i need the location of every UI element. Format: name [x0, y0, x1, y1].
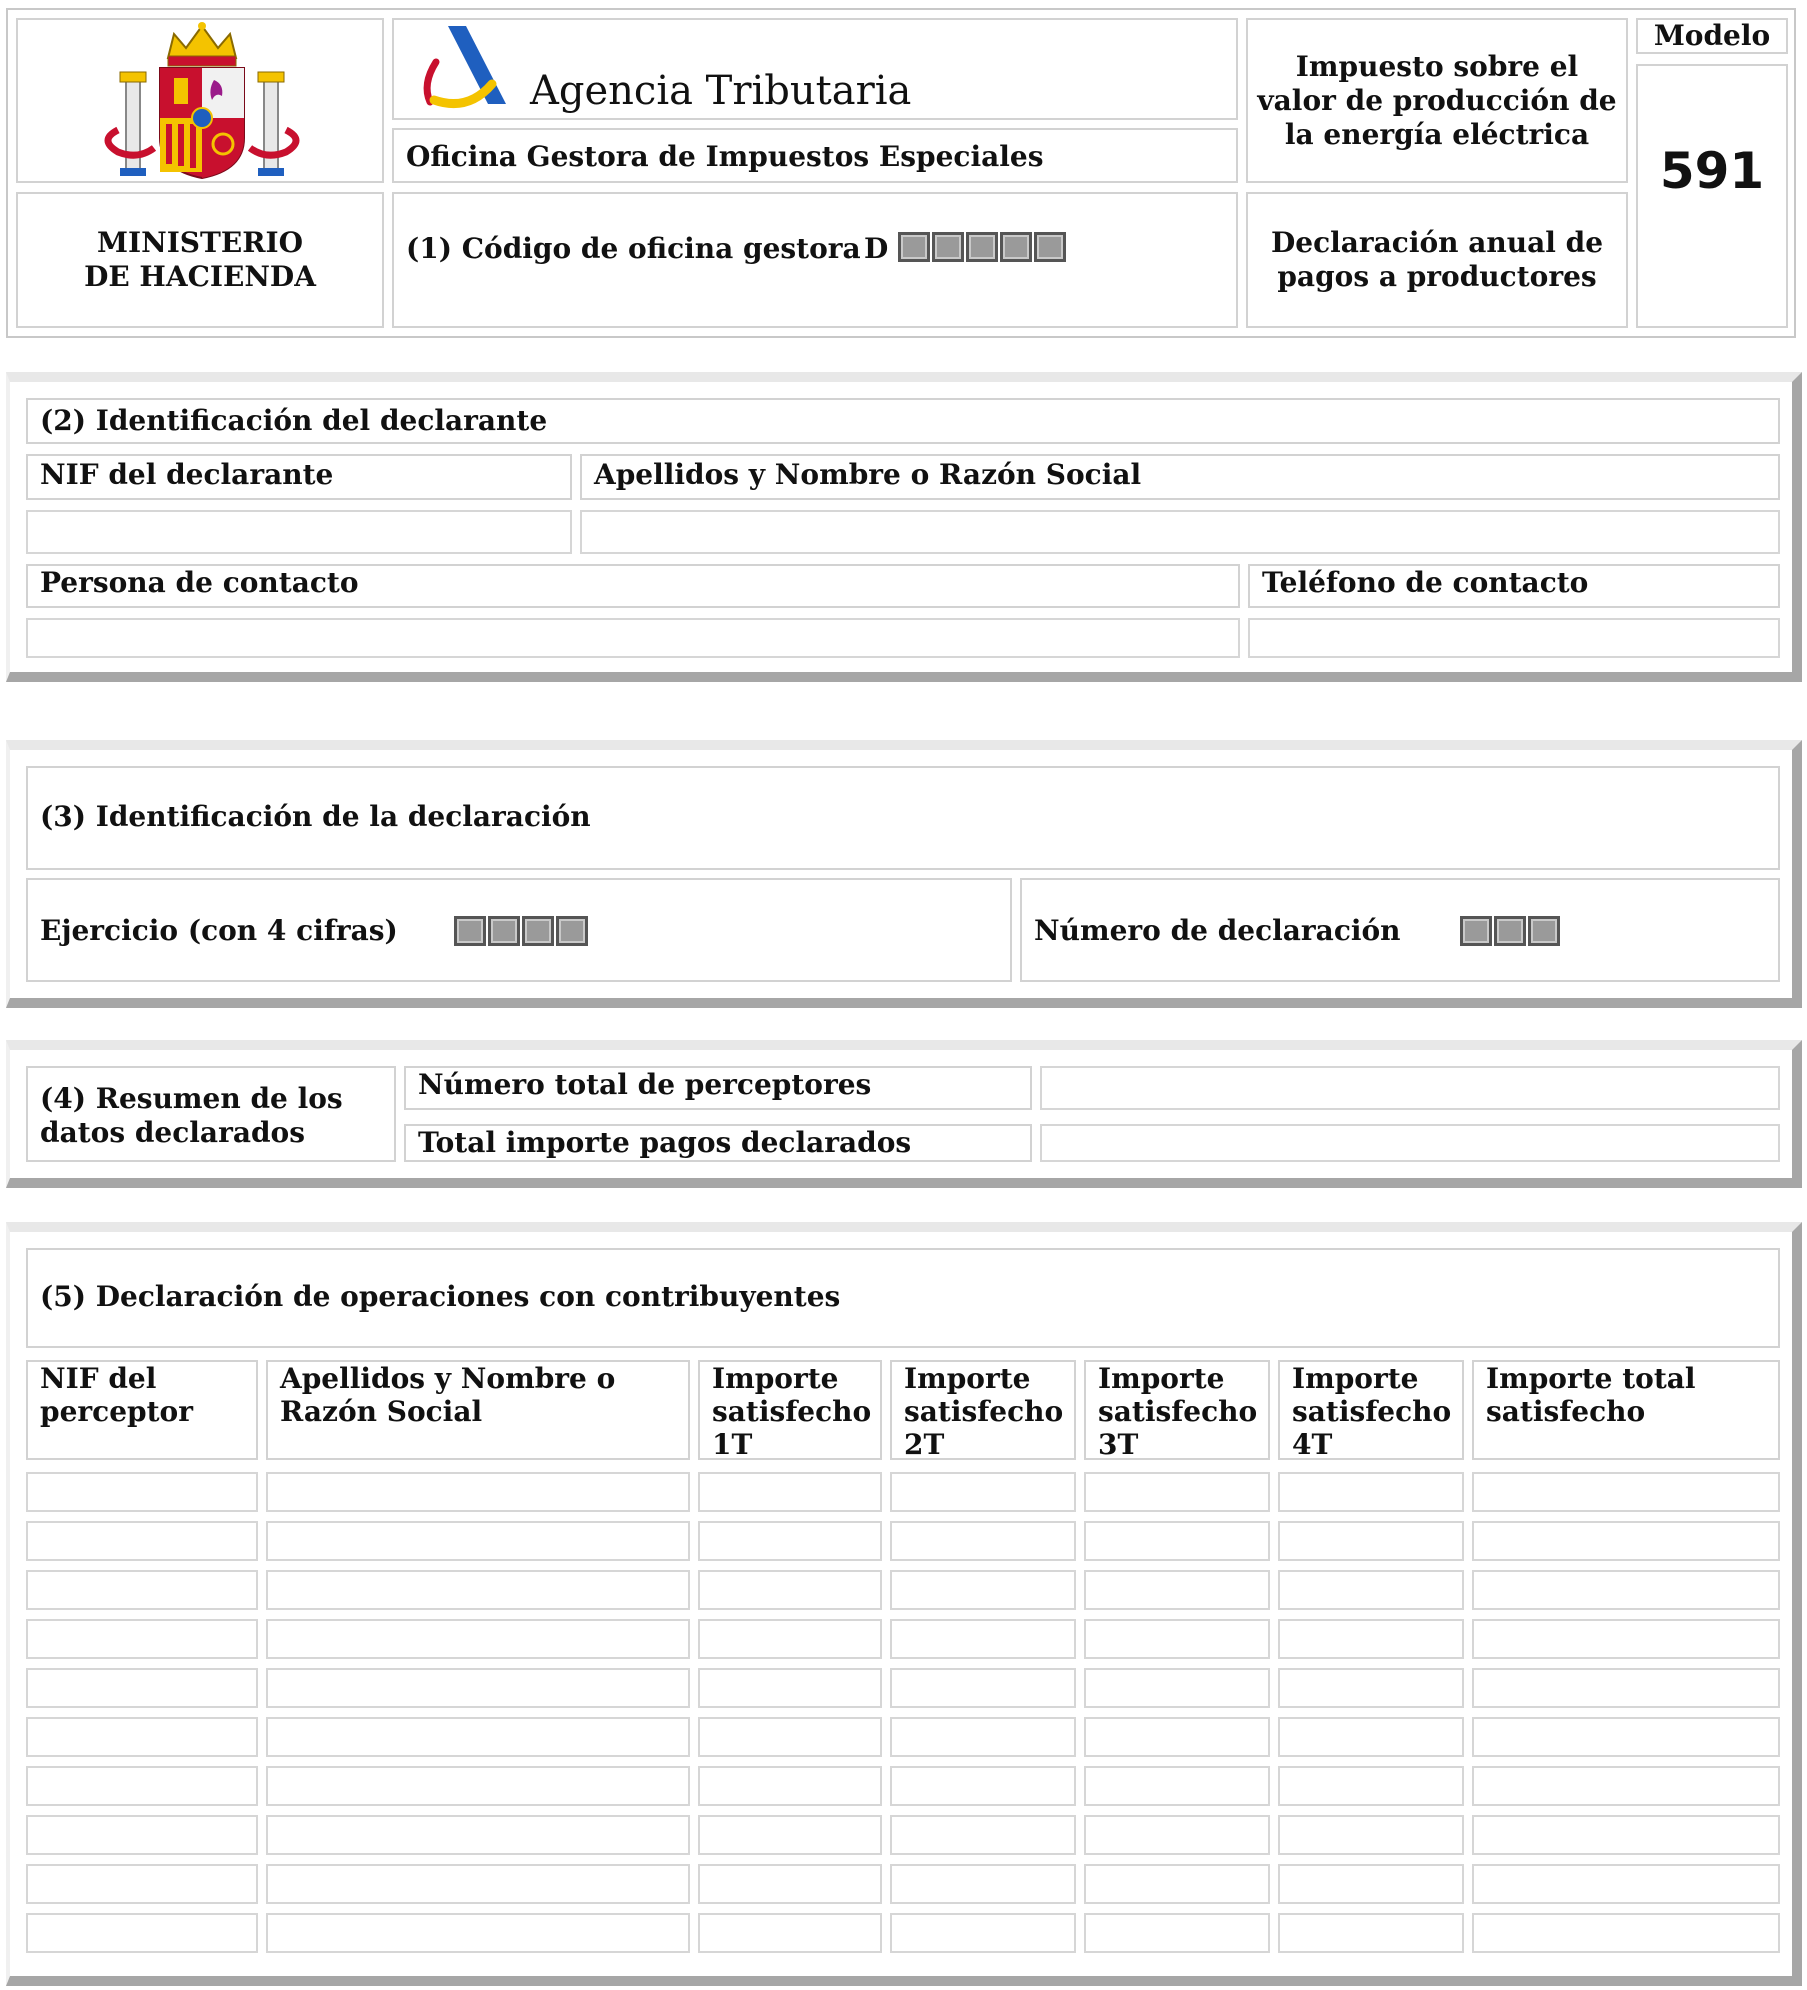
- column-header: [1084, 1360, 1270, 1460]
- table-cell-input[interactable]: [266, 1766, 690, 1806]
- office-code-prefix: D: [864, 232, 889, 265]
- table-cell-input[interactable]: [266, 1472, 690, 1512]
- table-cell-input[interactable]: [1084, 1717, 1270, 1757]
- table-cell-input[interactable]: [698, 1717, 882, 1757]
- column-header-label: Importe satisfecho 1T: [712, 1362, 872, 1461]
- table-cell-input[interactable]: [890, 1472, 1076, 1512]
- nif-input[interactable]: [26, 510, 572, 554]
- digit-box[interactable]: [932, 232, 964, 262]
- table-cell-input[interactable]: [26, 1570, 258, 1610]
- section3-title: (3) Identificación de la declaración: [40, 800, 591, 833]
- digit-box[interactable]: [1494, 916, 1526, 946]
- column-header-label: Apellidos y Nombre o Razón Social: [280, 1362, 616, 1428]
- modelo-number-cell: [1636, 64, 1788, 328]
- table-cell-input[interactable]: [26, 1619, 258, 1659]
- column-header: [1278, 1360, 1464, 1460]
- table-cell-input[interactable]: [1472, 1570, 1780, 1610]
- table-cell-input[interactable]: [1472, 1668, 1780, 1708]
- contact-input[interactable]: [26, 618, 1240, 658]
- table-cell-input[interactable]: [266, 1717, 690, 1757]
- column-header-label: NIF del perceptor: [40, 1362, 193, 1428]
- table-cell-input[interactable]: [26, 1717, 258, 1757]
- column-header: [890, 1360, 1076, 1460]
- column-header-label: Importe satisfecho 2T: [904, 1362, 1064, 1461]
- table-cell-input[interactable]: [1084, 1864, 1270, 1904]
- table-cell-input[interactable]: [1278, 1619, 1464, 1659]
- section2-title-cell: [26, 398, 1780, 444]
- table-cell-input[interactable]: [1472, 1766, 1780, 1806]
- table-cell-input[interactable]: [698, 1472, 882, 1512]
- column-header: [26, 1360, 258, 1460]
- total-recipients-label: Número total de perceptores: [418, 1068, 872, 1101]
- table-cell-input[interactable]: [698, 1570, 882, 1610]
- table-cell-input[interactable]: [266, 1570, 690, 1610]
- column-header: [698, 1360, 882, 1460]
- digit-box[interactable]: [488, 916, 520, 946]
- year-cell: [26, 878, 1012, 982]
- table-cell-input[interactable]: [698, 1815, 882, 1855]
- modelo-number: 591: [1659, 142, 1765, 200]
- table-cell-input[interactable]: [1084, 1815, 1270, 1855]
- agency-logo-icon: [408, 22, 518, 118]
- table-cell-input[interactable]: [698, 1913, 882, 1953]
- table-cell-input[interactable]: [1084, 1619, 1270, 1659]
- column-header-label: Importe satisfecho 3T: [1098, 1362, 1258, 1461]
- table-cell-input[interactable]: [890, 1668, 1076, 1708]
- table-cell-input[interactable]: [1084, 1913, 1270, 1953]
- table-cell-input[interactable]: [1084, 1570, 1270, 1610]
- table-cell-input[interactable]: [698, 1766, 882, 1806]
- digit-box[interactable]: [454, 916, 486, 946]
- table-cell-input[interactable]: [1084, 1668, 1270, 1708]
- office-code-label: (1) Código de oficina gestora: [406, 232, 861, 265]
- section4-title-cell: [26, 1066, 396, 1162]
- name-label-cell: [580, 454, 1780, 500]
- ministry-cell: [16, 192, 384, 328]
- table-cell-input[interactable]: [26, 1913, 258, 1953]
- digit-box[interactable]: [1034, 232, 1066, 262]
- table-cell-input[interactable]: [1278, 1815, 1464, 1855]
- digit-box[interactable]: [898, 232, 930, 262]
- table-cell-input[interactable]: [1472, 1864, 1780, 1904]
- decl-number-cell: [1020, 878, 1780, 982]
- year-label: Ejercicio (con 4 cifras): [40, 914, 398, 947]
- phone-label: Teléfono de contacto: [1262, 566, 1589, 599]
- table-cell-input[interactable]: [1278, 1472, 1464, 1512]
- table-cell-input[interactable]: [1278, 1717, 1464, 1757]
- tax-name-cell: [1246, 18, 1628, 183]
- table-cell-input[interactable]: [1278, 1570, 1464, 1610]
- year-input[interactable]: [454, 916, 590, 946]
- table-cell-input[interactable]: [890, 1864, 1076, 1904]
- total-recipients-input[interactable]: [1040, 1066, 1780, 1110]
- table-cell-input[interactable]: [1472, 1472, 1780, 1512]
- agency-cell: [392, 18, 1238, 120]
- coat-of-arms-icon: [18, 20, 386, 185]
- digit-box[interactable]: [556, 916, 588, 946]
- agency-name: Agencia Tributaria: [530, 68, 912, 114]
- nif-label-cell: [26, 454, 572, 500]
- table-cell-input[interactable]: [890, 1913, 1076, 1953]
- section4-title: (4) Resumen de los datos declarados: [40, 1082, 343, 1149]
- section3-title-cell: [26, 766, 1780, 870]
- table-cell-input[interactable]: [1472, 1815, 1780, 1855]
- table-cell-input[interactable]: [1084, 1766, 1270, 1806]
- table-cell-input[interactable]: [890, 1717, 1076, 1757]
- name-input[interactable]: [580, 510, 1780, 554]
- table-cell-input[interactable]: [26, 1815, 258, 1855]
- digit-box[interactable]: [522, 916, 554, 946]
- total-recipients-label-cell: [404, 1066, 1032, 1110]
- phone-label-cell: [1248, 564, 1780, 608]
- table-cell-input[interactable]: [26, 1766, 258, 1806]
- declaration-type: Declaración anual de pagos a productores: [1270, 226, 1604, 293]
- table-cell-input[interactable]: [266, 1668, 690, 1708]
- table-cell-input[interactable]: [1472, 1717, 1780, 1757]
- tax-name: Impuesto sobre el valor de producción de la energía eléctrica: [1257, 49, 1617, 151]
- table-cell-input[interactable]: [266, 1913, 690, 1953]
- table-cell-input[interactable]: [698, 1668, 882, 1708]
- table-cell-input[interactable]: [1278, 1668, 1464, 1708]
- table-cell-input[interactable]: [26, 1521, 258, 1561]
- table-cell-input[interactable]: [890, 1619, 1076, 1659]
- section5-title: (5) Declaración de operaciones con contribuyentes: [40, 1280, 841, 1313]
- declaration-type-cell: [1246, 192, 1628, 328]
- table-cell-input[interactable]: [1278, 1913, 1464, 1953]
- modelo-label: Modelo: [1653, 19, 1771, 52]
- coat-of-arms-cell: [16, 18, 384, 183]
- contact-label-cell: [26, 564, 1240, 608]
- modelo-label-cell: [1636, 18, 1788, 54]
- digit-box[interactable]: [1528, 916, 1560, 946]
- total-amount-input[interactable]: [1040, 1124, 1780, 1162]
- nif-label: NIF del declarante: [40, 458, 334, 491]
- office-code-input[interactable]: [898, 232, 1068, 262]
- digit-box[interactable]: [1460, 916, 1492, 946]
- table-cell-input[interactable]: [26, 1864, 258, 1904]
- total-amount-label-cell: [404, 1124, 1032, 1162]
- total-amount-label: Total importe pagos declarados: [418, 1126, 912, 1159]
- table-cell-input[interactable]: [698, 1864, 882, 1904]
- table-cell-input[interactable]: [26, 1472, 258, 1512]
- column-header-label: Importe total satisfecho: [1486, 1362, 1696, 1428]
- column-header-label: Importe satisfecho 4T: [1292, 1362, 1452, 1461]
- table-cell-input[interactable]: [1084, 1472, 1270, 1512]
- office-code-cell: [392, 192, 1238, 328]
- section5-title-cell: [26, 1248, 1780, 1348]
- office-cell: [392, 128, 1238, 183]
- table-cell-input[interactable]: [890, 1815, 1076, 1855]
- phone-input[interactable]: [1248, 618, 1780, 658]
- ministry-name: MINISTERIO DE HACIENDA: [84, 226, 316, 293]
- table-cell-input[interactable]: [890, 1766, 1076, 1806]
- table-cell-input[interactable]: [698, 1521, 882, 1561]
- contact-label: Persona de contacto: [40, 566, 359, 599]
- table-cell-input[interactable]: [266, 1815, 690, 1855]
- table-cell-input[interactable]: [890, 1521, 1076, 1561]
- table-cell-input[interactable]: [1472, 1521, 1780, 1561]
- table-cell-input[interactable]: [698, 1619, 882, 1659]
- table-cell-input[interactable]: [1278, 1864, 1464, 1904]
- table-cell-input[interactable]: [266, 1521, 690, 1561]
- digit-box[interactable]: [1000, 232, 1032, 262]
- table-cell-input[interactable]: [1084, 1521, 1270, 1561]
- table-cell-input[interactable]: [1278, 1766, 1464, 1806]
- name-label: Apellidos y Nombre o Razón Social: [594, 458, 1142, 491]
- table-cell-input[interactable]: [266, 1619, 690, 1659]
- digit-box[interactable]: [966, 232, 998, 262]
- decl-number-label: Número de declaración: [1034, 914, 1401, 947]
- table-cell-input[interactable]: [1472, 1619, 1780, 1659]
- table-cell-input[interactable]: [266, 1864, 690, 1904]
- column-header: [1472, 1360, 1780, 1460]
- column-header: [266, 1360, 690, 1460]
- table-cell-input[interactable]: [1472, 1913, 1780, 1953]
- table-cell-input[interactable]: [890, 1570, 1076, 1610]
- section2-title: (2) Identificación del declarante: [40, 404, 548, 437]
- table-cell-input[interactable]: [26, 1668, 258, 1708]
- table-cell-input[interactable]: [1278, 1521, 1464, 1561]
- office-name: Oficina Gestora de Impuestos Especiales: [406, 140, 1044, 173]
- decl-number-input[interactable]: [1460, 916, 1562, 946]
